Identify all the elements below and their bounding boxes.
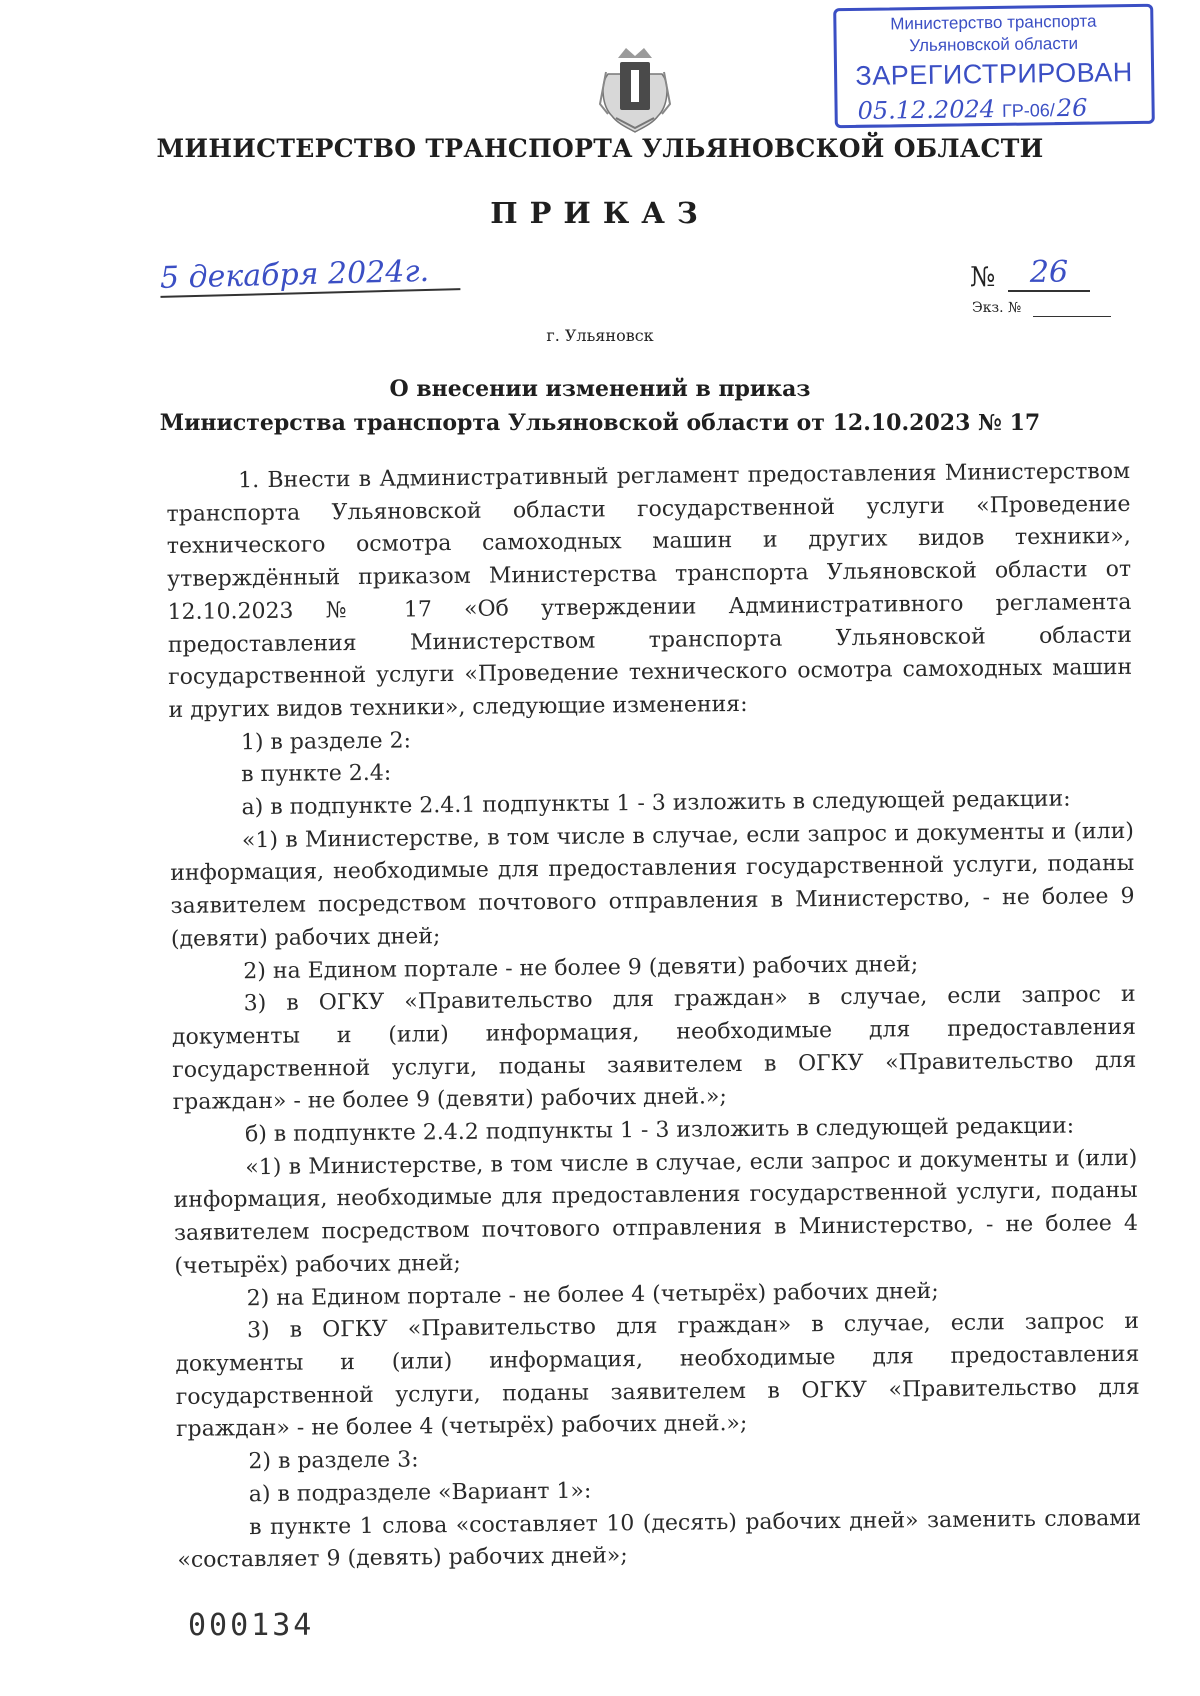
coat-of-arms-icon <box>598 44 672 134</box>
paragraph-7: 3) в ОГКУ «Правительство для граждан» в случае, если запрос и документы и (или) информация, необходимые для предоставления государственной услуги, поданы заявителем в ОГКУ «Правительство для граждан» - не более 9 (девяти) рабочих дней.»; <box>171 982 1137 1116</box>
ministry-title: МИНИСТЕРСТВО ТРАНСПОРТА УЛЬЯНОВСКОЙ ОБЛАСТИ <box>156 134 1044 163</box>
paragraph-13: а) в подразделе «Вариант 1»: <box>248 1478 592 1507</box>
paragraph-1: 1. Внести в Административный регламент предоставления Министерством транспорта Ульяновской области государственной услуги «Проведение технического осмотра самоходных машин и других видов техники», утверждённый приказом Министерства транспорта Ульяновской области от 12.10.2023 № 17 «Об утверждении Административного регламента предоставления Министерством транспорта Ульяновской области государственной услуги «Проведение технического осмотра самоходных машин и других видов техники», следующие изменения: <box>166 458 1133 723</box>
city: г. Ульяновск <box>546 326 654 345</box>
paragraph-11: 3) в ОГКУ «Правительство для граждан» в случае, если запрос и документы и (или) информация, необходимые для предоставления государственной услуги, поданы заявителем в ОГКУ «Правительство для граждан» - не более 4 (четырёх) рабочих дней.»; <box>175 1309 1140 1443</box>
form-serial-number: 000134 <box>188 1608 315 1643</box>
order-body <box>166 456 1142 1578</box>
stamp-line-ministry: Министерство транспорта <box>890 11 1097 34</box>
paragraph-10: 2) на Едином портале - не более 4 (четырёх) рабочих дней; <box>246 1278 939 1311</box>
paragraph-4: а) в подпункте 2.4.1 подпункты 1 - 3 изложить в следующей редакции: <box>241 786 1071 821</box>
paragraph-5: «1) в Министерстве, в том числе в случае, если запрос и документы и (или) информация, необходимые для предоставления государственной услуги, поданы заявителем посредством почтового отправления в Министерство, - не более 9 (девяти) рабочих дней; <box>170 818 1135 952</box>
paragraph-9: «1) в Министерстве, в том числе в случае, если запрос и документы и (или) информация, необходимые для предоставления государственной услуги, поданы заявителем посредством почтового отправления в Министерство, - не более 4 (четырёх) рабочих дней; <box>173 1145 1139 1279</box>
stamp-line-registered: ЗАРЕГИСТРИРОВАН <box>855 57 1134 91</box>
paragraph-12: 2) в разделе 3: <box>248 1447 419 1475</box>
paragraph-8: б) в подпункте 2.4.2 подпункты 1 - 3 изложить в следующей редакции: <box>244 1113 1075 1148</box>
order-subject <box>0 372 1200 440</box>
paragraph-2: 1) в разделе 2: <box>240 728 412 755</box>
order-number: 26 <box>1008 256 1090 292</box>
registration-stamp <box>833 4 1155 128</box>
subject-line-1: О внесении изменений в приказ <box>389 376 811 402</box>
paragraph-14: в пункте 1 слова «составляет 10 (десять) рабочих дней» заменить словами «составляет 9 (девять) рабочих дней»; <box>177 1505 1142 1574</box>
number-sign: № <box>970 262 996 293</box>
paragraph-6: 2) на Едином портале - не более 9 (девяти) рабочих дней; <box>243 951 919 984</box>
stamp-line-registration <box>855 93 1145 127</box>
paragraph-3: в пункте 2.4: <box>241 760 392 788</box>
stamp-date: 05.12.2024 <box>855 95 997 127</box>
document-type: ПРИКАЗ <box>490 196 710 230</box>
subject-line-2: Министерства транспорта Ульяновской области от 12.10.2023 № 17 <box>159 410 1041 436</box>
stamp-line-region: Ульяновской области <box>909 33 1079 56</box>
stamp-reg-prefix: ГР-06/ <box>1001 100 1055 121</box>
stamp-reg-number: 26 <box>1055 94 1090 124</box>
order-date: 5 декабря 2024г. <box>160 254 461 298</box>
copy-number-line <box>1033 316 1111 317</box>
copy-number-label: Экз. № <box>972 300 1022 316</box>
